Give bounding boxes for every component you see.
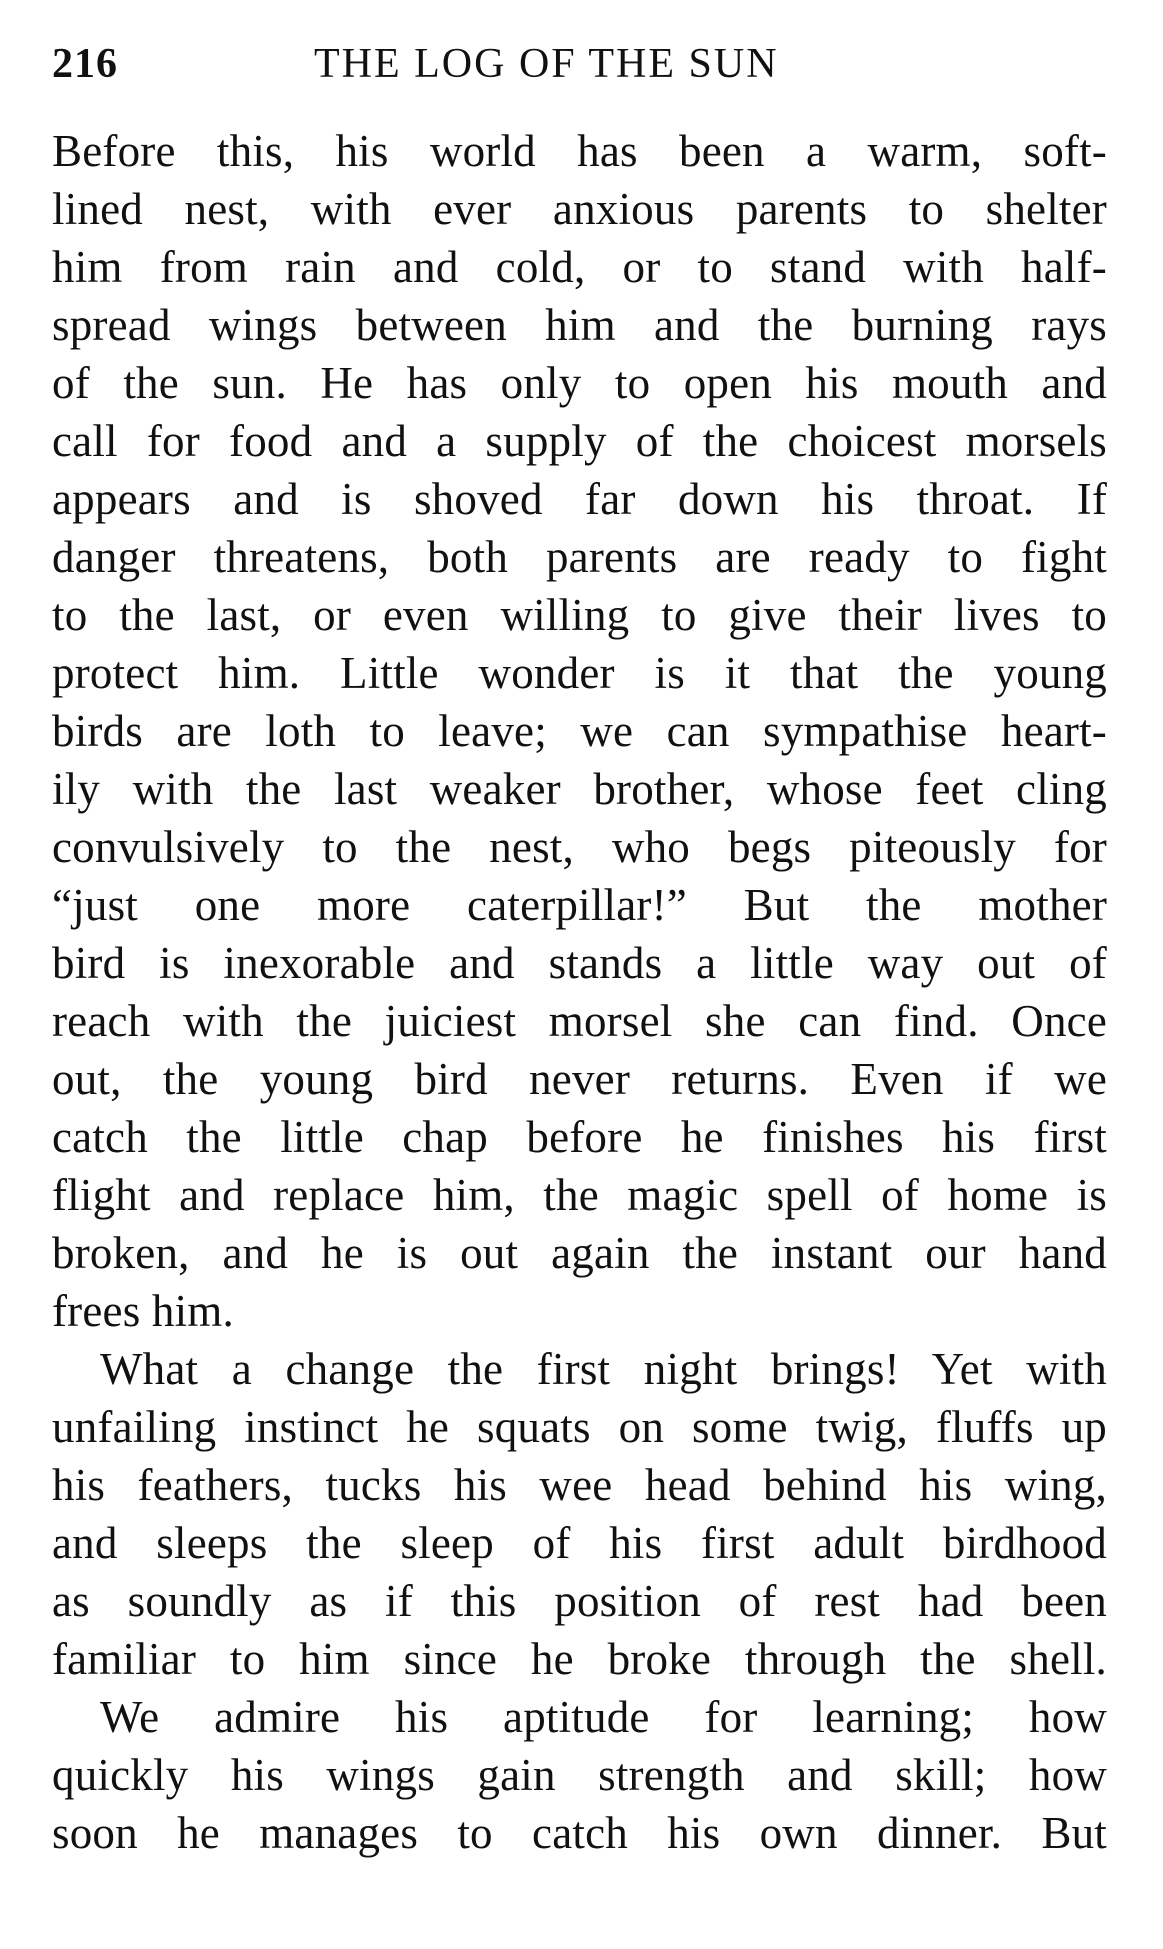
text-line: out, the young bird never returns. Even if we: [52, 1054, 1107, 1104]
text-line: as soundly as if this position of rest had been: [52, 1576, 1107, 1626]
text-line: catch the little chap before he finishes his first: [52, 1112, 1107, 1162]
text-line: unfailing instinct he squats on some twig, fluffs up: [52, 1402, 1107, 1452]
text-line: lined nest, with ever anxious parents to shelter: [52, 184, 1107, 234]
text-line: soon he manages to catch his own dinner. But: [52, 1808, 1107, 1858]
text-line: flight and replace him, the magic spell of home is: [52, 1170, 1107, 1220]
text-line: familiar to him since he broke through the shell.: [52, 1634, 1107, 1684]
text-line: call for food and a supply of the choicest morsels: [52, 416, 1107, 466]
text-line: Before this, his world has been a warm, soft-: [52, 126, 1107, 176]
text-line: convulsively to the nest, who begs piteously for: [52, 822, 1107, 872]
body-text: [52, 122, 1107, 1862]
text-line: protect him. Little wonder is it that the young: [52, 648, 1107, 698]
text-line: bird is inexorable and stands a little way out of: [52, 938, 1107, 988]
text-line: frees him.: [52, 1286, 234, 1336]
text-line: spread wings between him and the burning rays: [52, 300, 1107, 350]
text-line: “just one more caterpillar!” But the mother: [52, 880, 1107, 930]
text-line: broken, and he is out again the instant our hand: [52, 1228, 1107, 1278]
text-line: danger threatens, both parents are ready to fight: [52, 532, 1107, 582]
text-line: and sleeps the sleep of his first adult birdhood: [52, 1518, 1107, 1568]
text-line: We admire his aptitude for learning; how: [100, 1692, 1107, 1742]
text-line: reach with the juiciest morsel she can find. Once: [52, 996, 1107, 1046]
text-line: appears and is shoved far down his throat. If: [52, 474, 1107, 524]
text-line: him from rain and cold, or to stand with half-: [52, 242, 1107, 292]
text-line: of the sun. He has only to open his mouth and: [52, 358, 1107, 408]
text-line: What a change the first night brings! Yet with: [100, 1344, 1107, 1394]
text-line: to the last, or even willing to give their lives to: [52, 590, 1107, 640]
book-title: THE LOG OF THE SUN: [314, 41, 779, 87]
text-line: his feathers, tucks his wee head behind his wing,: [52, 1460, 1107, 1510]
page-number: 216: [52, 41, 118, 87]
text-line: birds are loth to leave; we can sympathise heart-: [52, 706, 1107, 756]
running-head: [46, 40, 1116, 96]
text-line: ily with the last weaker brother, whose feet cling: [52, 764, 1107, 814]
text-line: quickly his wings gain strength and skill; how: [52, 1750, 1107, 1800]
